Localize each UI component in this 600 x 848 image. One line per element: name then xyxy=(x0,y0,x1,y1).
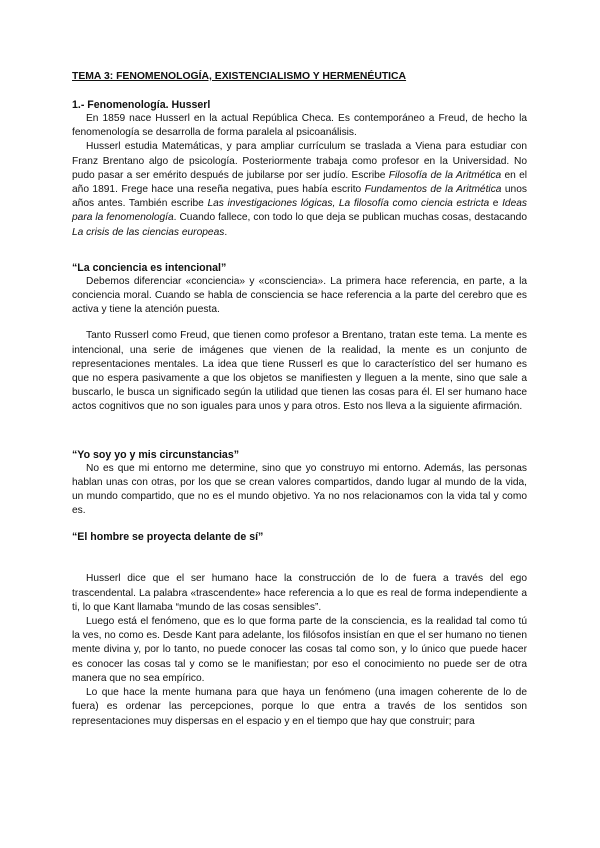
book-title-fundamentos: Fundamentos de la Aritmética xyxy=(364,184,502,196)
book-title-ideas: Ideas para la fenomenología xyxy=(72,198,528,224)
book-title-filosofia-aritmetica: Filosofía de la Aritmética xyxy=(388,169,502,181)
book-title-crisis: La crisis de las ciencias europeas xyxy=(72,226,225,238)
paragraph-conciencia-consciencia: Debemos diferenciar «conciencia» y «consciencia». La primera hace referencia, en parte, a la conciencia moral. Cuando se habla de consciencia se hace referencia a la parte del cerebro que es activa y tiene la atención puesta. xyxy=(72,275,527,316)
text-run: unos años antes. También escribe xyxy=(72,184,527,210)
document-title: TEMA 3: FENOMENOLOGÍA, EXISTENCIALISMO Y HERMENÉUTICA xyxy=(72,71,407,82)
document-page xyxy=(72,70,527,729)
paragraph-fenomeno: Luego está el fenómeno, que es lo que forma parte de la consciencia, es la realidad tal como tú la ves, no como es. Desde Kant para adelante, los filósofos insistían en que el ser humano no tienen mente divina y, por lo tanto, no puede conocer las cosas tal como son, y lo único que puede hacer es conocer las cosas tal y como se le manifiestan; por eso el conocimiento no puede ser de otra manera que no sea empírico. xyxy=(72,616,527,684)
paragraph-russerl-freud: Tanto Russerl como Freud, que tienen como profesor a Brentano, tratan este tema. La mente es intencional, una serie de imágenes que vienen de la realidad, la mente es un conjunto de representaciones mentales. La idea que tiene Russerl es que lo característico del ser humano es que no espera pasivamente a que los objetos se manifiesten y lleguen a la mente, sino que sale a buscarlo, le busca un significado según la utilidad que tienen las cosas para él. El ser humano hace actos cognitivos que no son iguales para unos y para otros. Esto nos lleva a la siguiente afirmación. xyxy=(72,330,527,413)
text-run: Husserl estudia Matemáticas, y para ampliar currículum se traslada a Viena para estudiar con Franz Brentano algo de psicología. Posteriormente trabaja como profesor en la Universidad. No pudo pasar a ser emérito después de jubilarse por ser judío. Escribe xyxy=(72,141,527,181)
paragraph-husserl-birth: En 1859 nace Husserl en la actual República Checa. Es contemporáneo a Freud, de hecho la fenomenología se desarrolla de forma paralela al psicoanálisis. xyxy=(72,113,527,139)
text-run: e xyxy=(489,198,503,210)
text-run: . xyxy=(224,226,228,238)
text-run: . Cuando fallece, con todo lo que deja se publican muchas cosas, destacando xyxy=(173,212,527,224)
section-heading-conciencia: “La conciencia es intencional” xyxy=(72,261,227,274)
paragraph-husserl-works xyxy=(72,140,527,239)
paragraph-entorno: No es que mi entorno me determine, sino que yo construyo mi entorno. Además, las personas hablan unas con otras, por los que se crean valores compartidos, dando lugar al mundo de la vida, un mundo compartido, que no es el mundo objetivo. Ya no nos relacionamos con la vida tal y como es. xyxy=(72,462,527,517)
text-run: en el año 1891. Frege hace una reseña negativa, pues había escrito xyxy=(72,169,527,196)
section-heading-circunstancias: “Yo soy yo y mis circunstancias” xyxy=(72,448,240,461)
paragraph-mente-humana: Lo que hace la mente humana para que haya un fenómeno (una imagen coherente de lo de fuera) es ordenar las percepciones, porque lo que entra a través de los sentidos son representaciones muy dispersas en el espacio y en el tiempo que hay que construir; para xyxy=(72,687,527,727)
book-title-investigaciones: Las investigaciones lógicas, La filosofía como ciencia estricta xyxy=(207,198,490,210)
section-heading-fenomenologia: 1.- Fenomenología. Husserl xyxy=(72,99,211,111)
paragraph-ego-trascendental: Husserl dice que el ser humano hace la construcción de lo de fuera a través del ego trascendental. La palabra «trascendente» hace referencia a lo que es real de forma independiente a ti, lo que Kant llamaba “mundo de las cosas sensibles”. xyxy=(72,573,527,613)
section-heading-proyecta: “El hombre se proyecta delante de sí” xyxy=(72,531,264,544)
